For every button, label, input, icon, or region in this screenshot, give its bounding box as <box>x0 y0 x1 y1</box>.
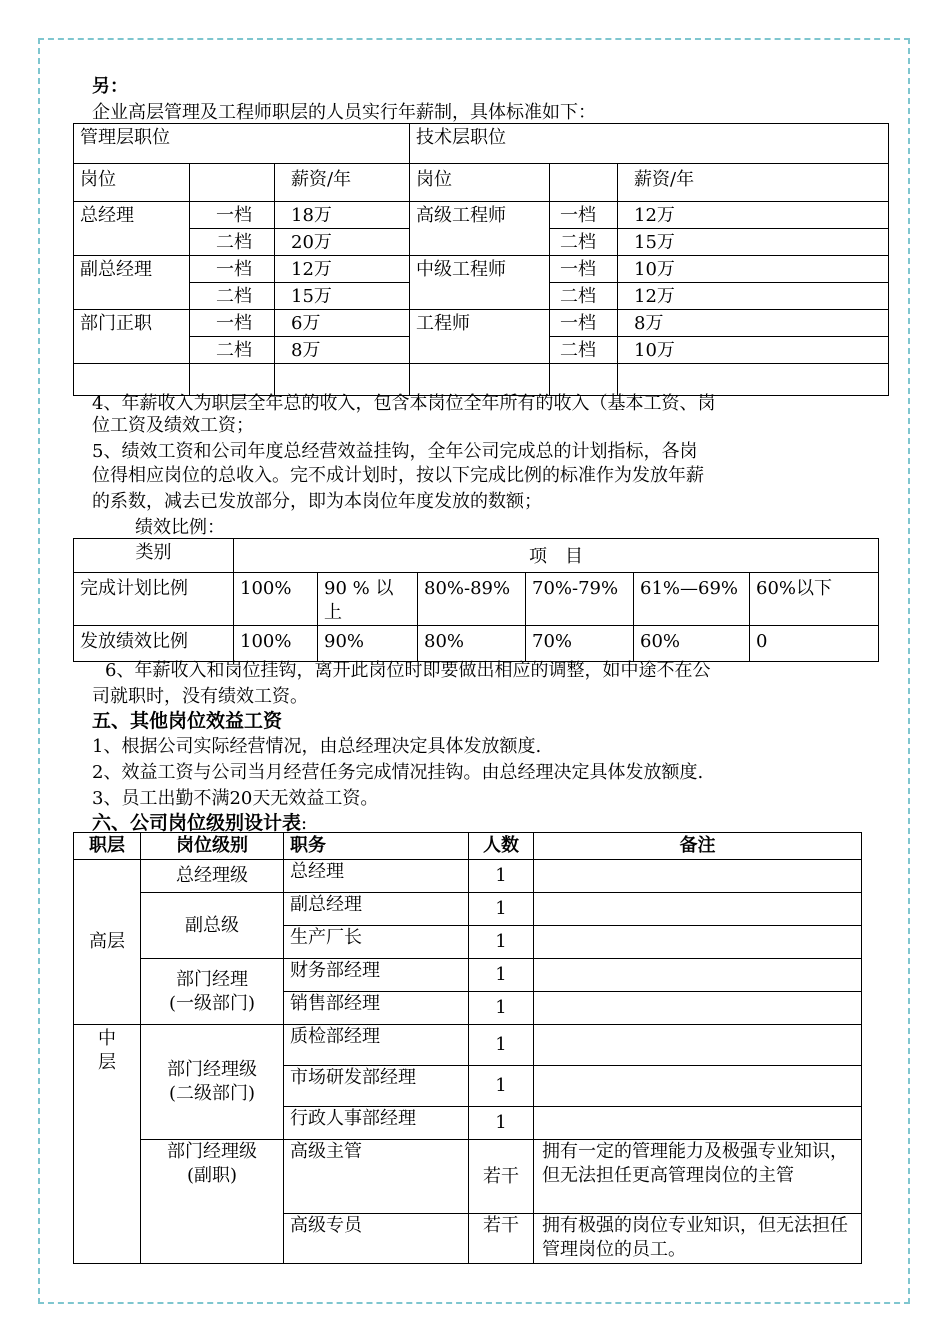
para-5a: 5、绩效工资和公司年度总经营效益挂钩，全年公司完成总的计划指标，各岗 <box>92 441 698 462</box>
job-note: 拥有一定的管理能力及极强专业知识，但无法担任更高管理岗位的主管 <box>534 1140 862 1214</box>
mgmt-grade: 二档 <box>190 337 275 364</box>
col-grade-mgmt <box>190 164 275 202</box>
tech-grade: 一档 <box>550 202 618 229</box>
job-note <box>534 893 862 926</box>
tech-salary: 10万 <box>618 256 889 283</box>
job-note <box>534 860 862 893</box>
job-title: 财务部经理 <box>284 959 469 992</box>
col-grade-tech <box>550 164 618 202</box>
col-salary-mgmt: 薪资/年 <box>275 164 410 202</box>
performance-table <box>73 538 879 662</box>
tech-salary: 8万 <box>618 310 889 337</box>
tech-grade: 二档 <box>550 283 618 310</box>
mgmt-title: 管理层职位 <box>74 124 410 164</box>
job-title: 高级专员 <box>284 1214 469 1264</box>
grade-header: 职层 <box>74 833 141 860</box>
level-mid: 中 层 <box>74 1025 141 1264</box>
grade-header: 备注 <box>534 833 862 860</box>
mgmt-salary: 12万 <box>275 256 410 283</box>
mgmt-post: 总经理 <box>74 202 190 256</box>
job-title: 生产厂长 <box>284 926 469 959</box>
job-title: 质检部经理 <box>284 1025 469 1066</box>
job-note <box>534 959 862 992</box>
level-high: 高层 <box>74 860 141 1025</box>
tech-post: 中级工程师 <box>410 256 550 310</box>
mgmt-grade: 二档 <box>190 229 275 256</box>
tech-salary: 10万 <box>618 337 889 364</box>
level-gm: 总经理级 <box>141 860 284 893</box>
job-count: 1 <box>469 992 534 1025</box>
col-post-tech: 岗位 <box>410 164 550 202</box>
perf-row2-cell: 100% <box>234 626 318 662</box>
job-title: 市场研发部经理 <box>284 1066 469 1107</box>
level-dept-1: 部门经理 (一级部门) <box>141 959 284 1025</box>
level-dept-2: 部门经理级 (二级部门) <box>141 1025 284 1140</box>
perf-row1-cell: 80%-89% <box>418 573 526 626</box>
job-count: 1 <box>469 959 534 992</box>
para-4b: 位工资及绩效工资； <box>92 415 254 436</box>
para-5b: 位得相应岗位的总收入。完不成计划时，按以下完成比例的标准作为发放年薪 <box>92 465 704 486</box>
tech-grade: 一档 <box>550 256 618 283</box>
tech-grade: 二档 <box>550 229 618 256</box>
section-5-heading: 五、其他岗位效益工资 <box>92 710 283 732</box>
perf-row1-cell: 60%以下 <box>750 573 879 626</box>
tech-title: 技术层职位 <box>410 124 889 164</box>
job-count: 1 <box>469 893 534 926</box>
job-count: 1 <box>469 1025 534 1066</box>
tech-salary: 12万 <box>618 283 889 310</box>
tech-grade: 一档 <box>550 310 618 337</box>
job-title: 行政人事部经理 <box>284 1107 469 1140</box>
section-6-colon: : <box>301 813 308 834</box>
intro-heading: 另： <box>92 76 128 97</box>
section-6-title: 六、公司岗位级别设计表 <box>92 812 302 834</box>
perf-row1-cell: 61%—69% <box>634 573 750 626</box>
mgmt-grade: 一档 <box>190 256 275 283</box>
salary-table <box>73 123 889 396</box>
job-count: 1 <box>469 1107 534 1140</box>
job-note <box>534 1107 862 1140</box>
tech-grade: 二档 <box>550 337 618 364</box>
job-count: 1 <box>469 926 534 959</box>
mgmt-post: 部门正职 <box>74 310 190 364</box>
grade-table <box>73 832 862 1264</box>
grade-header: 人数 <box>469 833 534 860</box>
job-count: 若干 <box>469 1214 534 1264</box>
mgmt-salary: 8万 <box>275 337 410 364</box>
mgmt-salary: 20万 <box>275 229 410 256</box>
level-deputy: 部门经理级 (副职) <box>141 1140 284 1264</box>
job-note <box>534 1066 862 1107</box>
job-count: 1 <box>469 1066 534 1107</box>
perf-row2-cell: 70% <box>526 626 634 662</box>
para-6b: 司就职时，没有绩效工资。 <box>92 686 308 707</box>
para-4a: 4、年薪收入为职层全年总的收入，包含本岗位全年所有的收入（基本工资、岗 <box>92 393 716 414</box>
job-title: 销售部经理 <box>284 992 469 1025</box>
para-6a: 6、年薪收入和岗位挂钩，离开此岗位时即要做出相应的调整，如中途不在公 <box>105 660 711 681</box>
tech-salary: 12万 <box>618 202 889 229</box>
job-note: 拥有极强的岗位专业知识，但无法担任管理岗位的员工。 <box>534 1214 862 1264</box>
tech-salary: 15万 <box>618 229 889 256</box>
grade-header: 职务 <box>284 833 469 860</box>
tech-post: 工程师 <box>410 310 550 364</box>
mgmt-grade: 一档 <box>190 202 275 229</box>
perf-row2-cell: 0 <box>750 626 879 662</box>
col-salary-tech: 薪资/年 <box>618 164 889 202</box>
level-vp: 副总级 <box>141 893 284 959</box>
intro-line: 企业高层管理及工程师职层的人员实行年薪制，具体标准如下： <box>92 102 596 123</box>
section-5-item-1: 1、根据公司实际经营情况，由总经理决定具体发放额度. <box>92 736 542 757</box>
job-note <box>534 926 862 959</box>
perf-row1-cell: 70%-79% <box>526 573 634 626</box>
mgmt-salary: 18万 <box>275 202 410 229</box>
mgmt-salary: 15万 <box>275 283 410 310</box>
perf-row1-cell: 100% <box>234 573 318 626</box>
job-count: 1 <box>469 860 534 893</box>
para-5c: 的系数，减去已发放部分，即为本岗位年度发放的数额； <box>92 491 542 512</box>
job-title: 总经理 <box>284 860 469 893</box>
perf-header-category: 类别 <box>74 539 234 573</box>
perf-row2-cell: 60% <box>634 626 750 662</box>
section-5-item-2: 2、效益工资与公司当月经营任务完成情况挂钩。由总经理决定具体发放额度. <box>92 762 704 783</box>
perf-row2-cell: 90% <box>318 626 418 662</box>
mgmt-grade: 一档 <box>190 310 275 337</box>
mgmt-grade: 二档 <box>190 283 275 310</box>
section-5-item-3: 3、员工出勤不满20天无效益工资。 <box>92 788 379 809</box>
job-note <box>534 992 862 1025</box>
perf-row1-cell: 90 % 以上 <box>318 573 418 626</box>
job-title: 高级主管 <box>284 1140 469 1214</box>
job-note <box>534 1025 862 1066</box>
job-title: 副总经理 <box>284 893 469 926</box>
perf-header-item: 项 目 <box>234 539 879 573</box>
perf-row1-label: 完成计划比例 <box>74 573 234 626</box>
perf-label: 绩效比例： <box>135 517 225 538</box>
col-post-mgmt: 岗位 <box>74 164 190 202</box>
perf-row2-cell: 80% <box>418 626 526 662</box>
job-count: 若干 <box>469 1140 534 1214</box>
perf-row2-label: 发放绩效比例 <box>74 626 234 662</box>
mgmt-post: 副总经理 <box>74 256 190 310</box>
mgmt-salary: 6万 <box>275 310 410 337</box>
tech-post: 高级工程师 <box>410 202 550 256</box>
grade-header: 岗位级别 <box>141 833 284 860</box>
